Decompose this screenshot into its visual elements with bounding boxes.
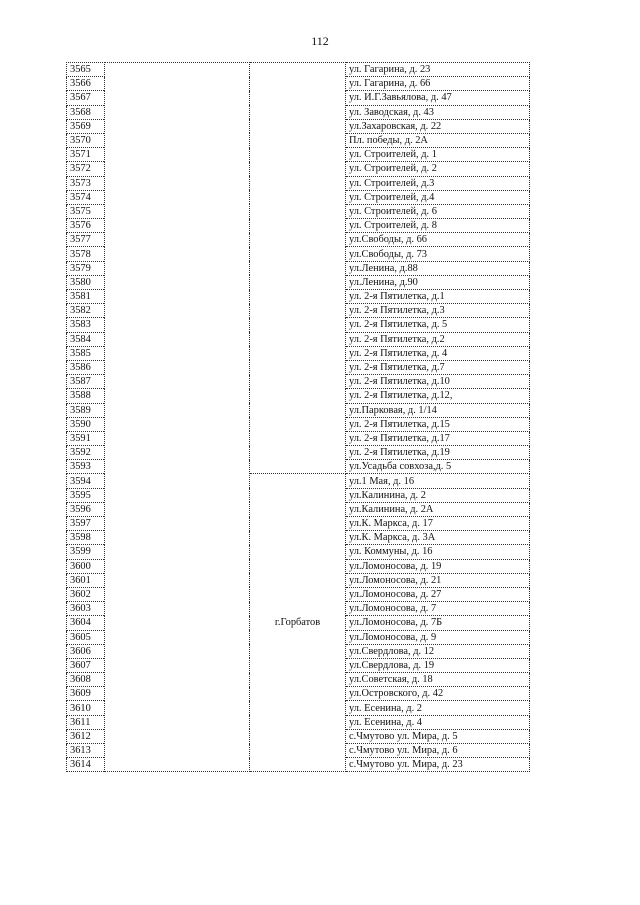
address-cell: ул. 2-я Пятилетка, д. 4 <box>346 346 530 360</box>
row-number: 3598 <box>67 531 105 545</box>
address-cell: ул.Свердлова, д. 12 <box>346 644 530 658</box>
row-number: 3610 <box>67 701 105 715</box>
row-number: 3585 <box>67 346 105 360</box>
row-number: 3592 <box>67 446 105 460</box>
address-cell: ул.Ломоносова, д. 7 <box>346 602 530 616</box>
address-cell: ул. 2-я Пятилетка, д.2 <box>346 332 530 346</box>
row-number: 3573 <box>67 176 105 190</box>
address-cell: ул. 2-я Пятилетка, д.15 <box>346 417 530 431</box>
row-number: 3606 <box>67 644 105 658</box>
address-cell: с.Чмутово ул. Мира, д. 5 <box>346 729 530 743</box>
address-cell: ул. Есенина, д. 2 <box>346 701 530 715</box>
address-cell: с.Чмутово ул. Мира, д. 23 <box>346 758 530 772</box>
address-cell: ул.Свободы, д. 73 <box>346 247 530 261</box>
table-row <box>67 63 530 77</box>
address-cell: ул.Ломоносова, д. 7Б <box>346 616 530 630</box>
address-cell: ул.Ломоносова, д. 27 <box>346 587 530 601</box>
row-number: 3584 <box>67 332 105 346</box>
row-number: 3581 <box>67 290 105 304</box>
address-cell: ул.Усадьба совхоза,д. 5 <box>346 460 530 474</box>
row-number: 3599 <box>67 545 105 559</box>
address-cell: ул. 2-я Пятилетка, д.19 <box>346 446 530 460</box>
row-number: 3586 <box>67 360 105 374</box>
address-cell: ул.Захаровская, д. 22 <box>346 119 530 133</box>
address-cell: ул. Строителей, д. 1 <box>346 148 530 162</box>
row-number: 3594 <box>67 474 105 488</box>
row-number: 3567 <box>67 91 105 105</box>
row-number: 3612 <box>67 729 105 743</box>
address-cell: ул.Калинина, д. 2 <box>346 488 530 502</box>
row-number: 3589 <box>67 403 105 417</box>
address-table-body <box>67 63 530 772</box>
address-cell: ул. И.Г.Завьялова, д. 47 <box>346 91 530 105</box>
address-cell: ул.Свободы, д. 66 <box>346 233 530 247</box>
address-table <box>66 62 530 772</box>
row-number: 3603 <box>67 602 105 616</box>
row-number: 3568 <box>67 105 105 119</box>
address-cell: Пл. победы, д. 2А <box>346 133 530 147</box>
address-cell: ул. 2-я Пятилетка, д.7 <box>346 360 530 374</box>
address-cell: ул.Островского, д. 42 <box>346 687 530 701</box>
district-cell <box>105 63 250 772</box>
row-number: 3595 <box>67 488 105 502</box>
row-number: 3611 <box>67 715 105 729</box>
address-cell: ул.Ломоносова, д. 9 <box>346 630 530 644</box>
address-cell: с.Чмутово ул. Мира, д. 6 <box>346 744 530 758</box>
row-number: 3590 <box>67 417 105 431</box>
address-cell: ул. 2-я Пятилетка, д.3 <box>346 304 530 318</box>
address-cell: ул. Строителей, д.3 <box>346 176 530 190</box>
address-cell: ул. 2-я Пятилетка, д.12, <box>346 389 530 403</box>
address-cell: ул.Ленина, д.90 <box>346 275 530 289</box>
address-cell: ул. Строителей, д.4 <box>346 190 530 204</box>
row-number: 3583 <box>67 318 105 332</box>
row-number: 3574 <box>67 190 105 204</box>
row-number: 3601 <box>67 573 105 587</box>
row-number: 3576 <box>67 219 105 233</box>
row-number: 3566 <box>67 77 105 91</box>
row-number: 3578 <box>67 247 105 261</box>
row-number: 3587 <box>67 375 105 389</box>
address-cell: ул. Коммуны, д. 16 <box>346 545 530 559</box>
row-number: 3593 <box>67 460 105 474</box>
row-number: 3572 <box>67 162 105 176</box>
address-cell: ул. 2-я Пятилетка, д.17 <box>346 431 530 445</box>
locality-cell-gorbatov: г.Горбатов <box>250 474 346 772</box>
row-number: 3596 <box>67 502 105 516</box>
row-number: 3571 <box>67 148 105 162</box>
row-number: 3577 <box>67 233 105 247</box>
row-number: 3582 <box>67 304 105 318</box>
address-cell: ул. Гагарина, д. 23 <box>346 63 530 77</box>
row-number: 3600 <box>67 559 105 573</box>
row-number: 3613 <box>67 744 105 758</box>
locality-cell <box>250 63 346 474</box>
address-cell: ул.Советская, д. 18 <box>346 673 530 687</box>
address-cell: ул. Строителей, д. 8 <box>346 219 530 233</box>
row-number: 3609 <box>67 687 105 701</box>
address-cell: ул. Строителей, д. 2 <box>346 162 530 176</box>
row-number: 3588 <box>67 389 105 403</box>
row-number: 3579 <box>67 261 105 275</box>
row-number: 3570 <box>67 133 105 147</box>
row-number: 3597 <box>67 517 105 531</box>
page-number: 112 <box>311 34 329 48</box>
address-cell: ул. Строителей, д. 6 <box>346 204 530 218</box>
address-cell: ул. 2-я Пятилетка, д.1 <box>346 290 530 304</box>
address-cell: ул. Есенина, д. 4 <box>346 715 530 729</box>
address-cell: ул.Калинина, д. 2А <box>346 502 530 516</box>
address-cell: ул.Ломоносова, д. 21 <box>346 573 530 587</box>
row-number: 3565 <box>67 63 105 77</box>
row-number: 3604 <box>67 616 105 630</box>
address-cell: ул.К. Маркса, д. 3А <box>346 531 530 545</box>
row-number: 3605 <box>67 630 105 644</box>
row-number: 3607 <box>67 658 105 672</box>
address-cell: ул.К. Маркса, д. 17 <box>346 517 530 531</box>
address-cell: ул. 2-я Пятилетка, д.10 <box>346 375 530 389</box>
row-number: 3580 <box>67 275 105 289</box>
address-cell: ул.1 Мая, д. 16 <box>346 474 530 488</box>
row-number: 3614 <box>67 758 105 772</box>
address-cell: ул.Ломоносова, д. 19 <box>346 559 530 573</box>
address-cell: ул.Ленина, д.88 <box>346 261 530 275</box>
address-cell: ул. 2-я Пятилетка, д. 5 <box>346 318 530 332</box>
row-number: 3591 <box>67 431 105 445</box>
row-number: 3602 <box>67 587 105 601</box>
row-number: 3608 <box>67 673 105 687</box>
row-number: 3569 <box>67 119 105 133</box>
address-cell: ул. Заводская, д. 43 <box>346 105 530 119</box>
address-cell: ул.Свердлова, д. 19 <box>346 658 530 672</box>
address-cell: ул. Гагарина, д. 66 <box>346 77 530 91</box>
address-cell: ул.Парковая, д. 1/14 <box>346 403 530 417</box>
row-number: 3575 <box>67 204 105 218</box>
